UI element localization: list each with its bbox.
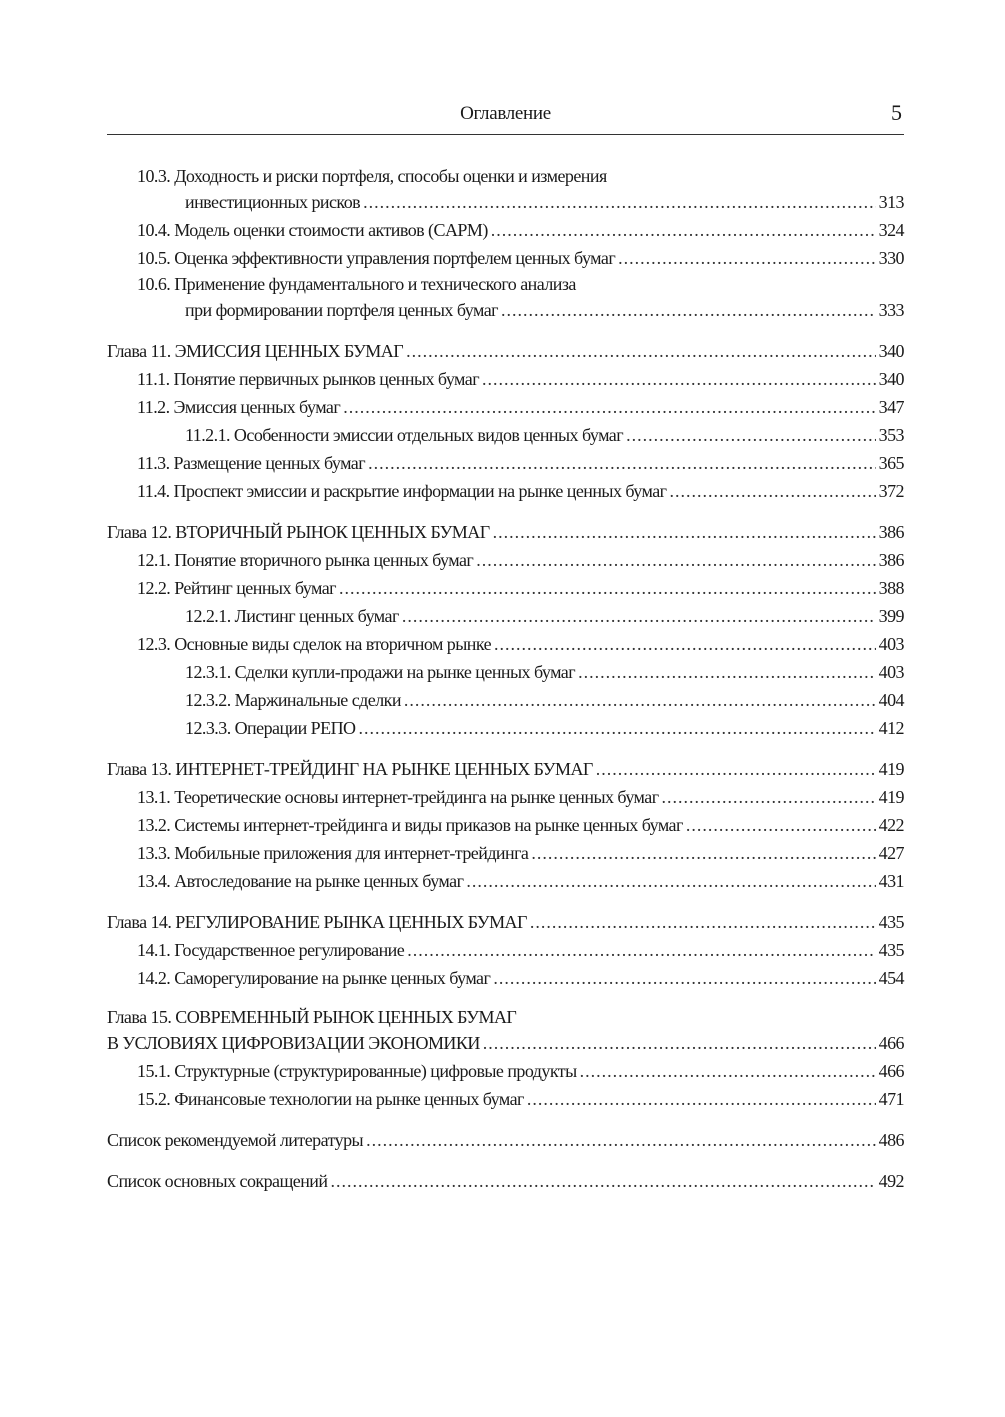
toc-line [107, 811, 904, 839]
entry-title: 14.1. Государственное регулирование [137, 940, 405, 960]
toc-line [107, 546, 904, 574]
toc-line [107, 936, 904, 964]
toc-entry[interactable] [107, 964, 904, 992]
toc-line [107, 908, 904, 936]
toc-entry[interactable] [107, 686, 904, 714]
toc-entry[interactable] [107, 1085, 904, 1113]
toc-line [107, 449, 904, 477]
toc-line [107, 964, 904, 992]
dot-leader [466, 867, 875, 895]
toc-entry[interactable] [107, 546, 904, 574]
toc-entry[interactable] [107, 783, 904, 811]
entry-page-number: 347 [878, 397, 904, 417]
entry-title: 13.3. Мобильные приложения для интернет-трейдинга [137, 843, 529, 863]
entry-page-number: 412 [878, 718, 904, 738]
entry-page-number: 399 [878, 606, 904, 626]
dot-leader [476, 546, 875, 574]
toc-line [107, 1029, 904, 1057]
toc-entry[interactable] [107, 337, 904, 365]
running-header [107, 100, 904, 135]
entry-page-number: 492 [878, 1171, 904, 1191]
dot-leader [686, 811, 876, 839]
entry-page-number: 435 [878, 912, 904, 932]
entry-title: Глава 14. РЕГУЛИРОВАНИЕ РЫНКА ЦЕННЫХ БУМАГ [107, 912, 527, 932]
dot-leader [662, 783, 876, 811]
entry-title: 12.2.1. Листинг ценных бумаг [185, 606, 399, 626]
dot-leader [482, 365, 876, 393]
entry-page-number: 403 [878, 662, 904, 682]
page-number: 5 [891, 100, 902, 125]
dot-leader [670, 477, 876, 505]
dot-leader [618, 244, 875, 272]
dot-leader [368, 449, 876, 477]
toc-line [107, 1057, 904, 1085]
dot-leader [491, 216, 876, 244]
dot-leader [358, 714, 875, 742]
entry-page-number: 386 [878, 550, 904, 570]
entry-title: 11.2.1. Особенности эмиссии отдельных видов ценных бумаг [185, 425, 624, 445]
toc-entry[interactable] [107, 244, 904, 272]
entry-page-number: 313 [878, 192, 904, 212]
toc-entry[interactable] [107, 1126, 904, 1154]
toc-group [107, 518, 904, 742]
entry-page-number: 365 [878, 453, 904, 473]
entry-title: инвестиционных рисков [185, 192, 361, 212]
toc-entry[interactable] [107, 1057, 904, 1085]
entry-page-number: 435 [878, 940, 904, 960]
dot-leader [339, 574, 876, 602]
entry-page-number: 404 [878, 690, 904, 710]
toc-entry[interactable] [107, 839, 904, 867]
toc-group [107, 164, 904, 324]
entry-page-number: 486 [878, 1130, 904, 1150]
toc-group [107, 1126, 904, 1154]
entry-page-number: 330 [878, 248, 904, 268]
toc-line [107, 393, 904, 421]
toc-entry[interactable] [107, 449, 904, 477]
toc-line [107, 164, 904, 188]
entry-title: Список основных сокращений [107, 1171, 328, 1191]
entry-title: 12.1. Понятие вторичного рынка ценных бумаг [137, 550, 474, 570]
toc-line [107, 337, 904, 365]
dot-leader [494, 630, 876, 658]
dot-leader [527, 1085, 876, 1113]
dot-leader [402, 602, 876, 630]
entry-title: 11.1. Понятие первичных рынков ценных бумаг [137, 369, 480, 389]
toc-line [107, 216, 904, 244]
entry-title: 13.2. Системы интернет-трейдинга и виды приказов на рынке ценных бумаг [137, 815, 683, 835]
toc-entry[interactable] [107, 1167, 904, 1195]
toc-entry[interactable] [107, 811, 904, 839]
dot-leader [483, 1029, 876, 1057]
entry-page-number: 333 [878, 300, 904, 320]
toc-group [107, 1005, 904, 1113]
entry-title: 10.5. Оценка эффективности управления портфелем ценных бумаг [137, 248, 616, 268]
dot-leader [493, 518, 876, 546]
toc-entry[interactable] [107, 216, 904, 244]
dot-leader [531, 839, 875, 867]
toc-line [107, 188, 904, 216]
entry-page-number: 353 [878, 425, 904, 445]
entry-page-number: 372 [878, 481, 904, 501]
toc-entry[interactable] [107, 477, 904, 505]
dot-leader [578, 658, 876, 686]
toc-line [107, 477, 904, 505]
entry-title: Глава 13. ИНТЕРНЕТ-ТРЕЙДИНГ НА РЫНКЕ ЦЕННЫХ БУМАГ [107, 759, 593, 779]
toc-line [107, 574, 904, 602]
entry-title: 11.3. Размещение ценных бумаг [137, 453, 366, 473]
dot-leader [493, 964, 875, 992]
entry-title: при формировании портфеля ценных бумаг [185, 300, 498, 320]
dot-leader [363, 188, 876, 216]
entry-title: 12.3. Основные виды сделок на вторичном рынке [137, 634, 492, 654]
entry-page-number: 386 [878, 522, 904, 542]
entry-title: В УСЛОВИЯХ ЦИФРОВИЗАЦИИ ЭКОНОМИКИ [107, 1033, 480, 1053]
toc-entry[interactable] [107, 714, 904, 742]
dot-leader [580, 1057, 876, 1085]
toc-group [107, 337, 904, 505]
toc-line [107, 755, 904, 783]
entry-title: 11.2. Эмиссия ценных бумаг [137, 397, 341, 417]
dot-leader [343, 393, 875, 421]
entry-title: Список рекомендуемой литературы [107, 1130, 364, 1150]
toc-entry[interactable] [107, 421, 904, 449]
entry-title: 12.3.1. Сделки купли-продажи на рынке ценных бумаг [185, 662, 576, 682]
entry-title: Глава 15. СОВРЕМЕННЫЙ РЫНОК ЦЕННЫХ БУМАГ [107, 1007, 517, 1027]
entry-title: 11.4. Проспект эмиссии и раскрытие информации на рынке ценных бумаг [137, 481, 667, 501]
entry-page-number: 471 [878, 1089, 904, 1109]
entry-page-number: 422 [878, 815, 904, 835]
entry-page-number: 466 [878, 1061, 904, 1081]
entry-page-number: 340 [878, 369, 904, 389]
entry-page-number: 324 [878, 220, 904, 240]
toc-line [107, 714, 904, 742]
dot-leader [530, 908, 876, 936]
entry-title: 12.3.3. Операции РЕПО [185, 718, 356, 738]
toc-line [107, 602, 904, 630]
dot-leader [406, 337, 876, 365]
toc-line [107, 1167, 904, 1195]
dot-leader [626, 421, 876, 449]
entry-title: Глава 11. ЭМИССИЯ ЦЕННЫХ БУМАГ [107, 341, 404, 361]
toc-entry[interactable] [107, 393, 904, 421]
toc-line [107, 421, 904, 449]
toc-line [107, 296, 904, 324]
dot-leader [330, 1167, 875, 1195]
toc-entry[interactable] [107, 936, 904, 964]
entry-page-number: 419 [878, 787, 904, 807]
toc-entry[interactable] [107, 574, 904, 602]
toc-entry[interactable] [107, 365, 904, 393]
entry-page-number: 427 [878, 843, 904, 863]
entry-title: 15.2. Финансовые технологии на рынке ценных бумаг [137, 1089, 524, 1109]
toc-entry[interactable] [107, 518, 904, 546]
toc-line [107, 839, 904, 867]
entry-title: 10.4. Модель оценки стоимости активов (CAPM) [137, 220, 488, 240]
entry-title: 13.1. Теоретические основы интернет-трейдинга на рынке ценных бумаг [137, 787, 659, 807]
dot-leader [366, 1126, 876, 1154]
entry-title: 10.3. Доходность и риски портфеля, способы оценки и измерения [137, 166, 607, 186]
toc-line [107, 867, 904, 895]
entry-title: 13.4. Автоследование на рынке ценных бумаг [137, 871, 464, 891]
toc-entry[interactable] [107, 630, 904, 658]
toc-line [107, 783, 904, 811]
toc-entry[interactable] [107, 602, 904, 630]
toc-group [107, 908, 904, 992]
entry-page-number: 388 [878, 578, 904, 598]
entry-page-number: 454 [878, 968, 904, 988]
toc-line [107, 1005, 904, 1029]
entry-page-number: 403 [878, 634, 904, 654]
table-of-contents [107, 164, 904, 1208]
toc-line [107, 1126, 904, 1154]
toc-entry[interactable] [107, 164, 904, 216]
toc-entry[interactable] [107, 272, 904, 324]
toc-line [107, 272, 904, 296]
toc-entry[interactable] [107, 908, 904, 936]
toc-entry[interactable] [107, 658, 904, 686]
toc-line [107, 1085, 904, 1113]
entry-title: 12.2. Рейтинг ценных бумаг [137, 578, 336, 598]
entry-title: 15.1. Структурные (структурированные) цифровые продукты [137, 1061, 577, 1081]
toc-entry[interactable] [107, 755, 904, 783]
entry-title: Глава 12. ВТОРИЧНЫЙ РЫНОК ЦЕННЫХ БУМАГ [107, 522, 490, 542]
header-title: Оглавление [460, 103, 551, 124]
dot-leader [404, 686, 876, 714]
toc-line [107, 658, 904, 686]
dot-leader [407, 936, 875, 964]
entry-title: 14.2. Саморегулирование на рынке ценных бумаг [137, 968, 491, 988]
toc-group [107, 1167, 904, 1195]
toc-entry[interactable] [107, 1005, 904, 1057]
entry-page-number: 466 [878, 1033, 904, 1053]
entry-title: 12.3.2. Маржинальные сделки [185, 690, 401, 710]
toc-line [107, 630, 904, 658]
entry-page-number: 340 [878, 341, 904, 361]
toc-line [107, 365, 904, 393]
toc-group [107, 755, 904, 895]
dot-leader [501, 296, 876, 324]
toc-entry[interactable] [107, 867, 904, 895]
toc-line [107, 686, 904, 714]
dot-leader [596, 755, 876, 783]
entry-page-number: 419 [878, 759, 904, 779]
entry-page-number: 431 [878, 871, 904, 891]
entry-title: 10.6. Применение фундаментального и технического анализа [137, 274, 576, 294]
toc-line [107, 518, 904, 546]
toc-line [107, 244, 904, 272]
